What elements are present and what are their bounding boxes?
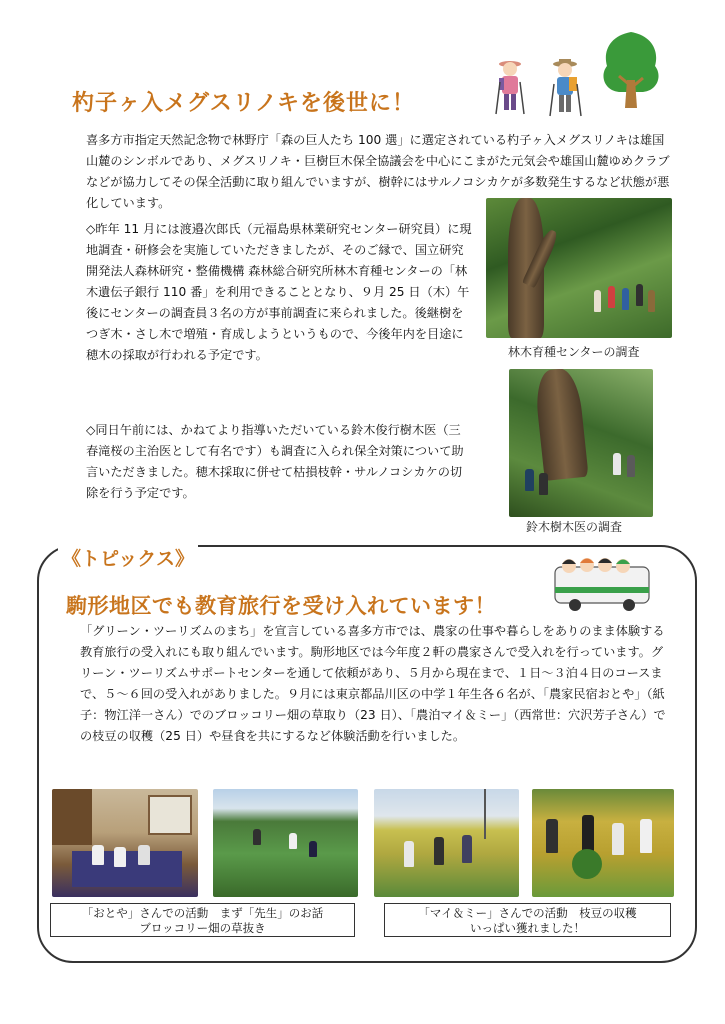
bus-icon bbox=[553, 553, 651, 613]
section1-paragraph-2: ◇昨年 11 月には渡邉次郎氏（元福島県林業研究センター研究員）に現地調査・研修会を実施していただきましたが、そのご縁で、国立研究開発法人森林研究・整備機構 森林総合研究所林木育種センターの「林木遺伝子銀行 110 番」を利用できることとなり、９月 25 日（木）午後にセンターの調査員３名の方が事前調査に来られました。後継樹をつぎ木・さし木で増殖・育成しようというもので、今後年内を目途に穂木の採取が行われる予定です。 bbox=[86, 222, 472, 362]
photo-broccoli-weeding bbox=[213, 789, 358, 897]
section1-intro: 喜多方市指定天然記念物で林野庁「森の巨人たち 100 選」に選定されている杓子ヶ入メグスリノキは雄国山麓のシンボルであり、メグスリノキ・巨樹巨木保全協議会を中心にこまがた元気会や雄国山麓ゆめクラブなどが協力してその保全活動に取り組んでいますが、樹幹にはサルノコシカケが多数発生するなど状態が悪化しています。 bbox=[86, 133, 670, 210]
photo-forest-survey-1 bbox=[486, 198, 672, 338]
photo2-caption: 鈴木樹木医の調査 bbox=[526, 520, 623, 534]
photo-edamame-harvest bbox=[374, 789, 519, 897]
caption-right-line1: 「マイ＆ミー」さんでの活動 枝豆の収穫 bbox=[418, 906, 637, 920]
caption-left-line1: 「おとや」さんでの活動 まず「先生」のお話 bbox=[81, 906, 324, 920]
photo-forest-survey-2 bbox=[509, 369, 653, 517]
hiker-woman-icon bbox=[490, 56, 530, 116]
caption-right-box bbox=[384, 903, 671, 937]
photo-full-harvest bbox=[532, 789, 674, 897]
caption-right-line2: いっぱい獲れました！ bbox=[470, 921, 585, 935]
hiker-man-icon bbox=[545, 56, 585, 118]
section2-title: 駒形地区でも教育旅行を受け入れています！ bbox=[66, 594, 496, 618]
photo-otoya-lecture bbox=[52, 789, 198, 897]
photo1-caption: 林木育種センターの調査 bbox=[508, 345, 640, 359]
topics-tag: 《トピックス》 bbox=[58, 544, 198, 571]
section1-paragraph-3: ◇同日午前には、かねてより指導いただいている鈴木俊行樹木医（三春滝桜の主治医として有名です）も調査に入られ保全対策について助言いただきました。穂木採取に併せて枯損枝幹・サルノコシカケの切除を行う予定です。 bbox=[86, 423, 464, 500]
tree-icon bbox=[597, 30, 665, 110]
section1-title: 杓子ヶ入メグスリノキを後世に！ bbox=[72, 91, 416, 116]
caption-left-box bbox=[50, 903, 355, 937]
caption-left-line2: ブロッコリー畑の草抜き bbox=[139, 921, 266, 935]
section2-body: 「グリーン・ツーリズムのまち」を宣言している喜多方市では、農家の仕事や暮らしをありのまま体験する教育旅行の受入れにも取り組んでいます。駒形地区では今年度２軒の農家さんで受入れを行っています。グリーン・ツーリズムサポートセンターを通して依頼があり、５月から現在まで、１日～３泊４日のコースまで、５～６回の受入れがありました。９月には東京都品川区の中学１年生各６名が、「農家民宿おとや」（紙子：物江洋一さん）でのブロッコリー畑の草取り（23 日）、「農泊マイ＆ミー」（西常世：穴沢芳子さん）での枝豆の収穫（25 日）や昼食を共にするなど体験活動を行いました。 bbox=[80, 624, 666, 743]
